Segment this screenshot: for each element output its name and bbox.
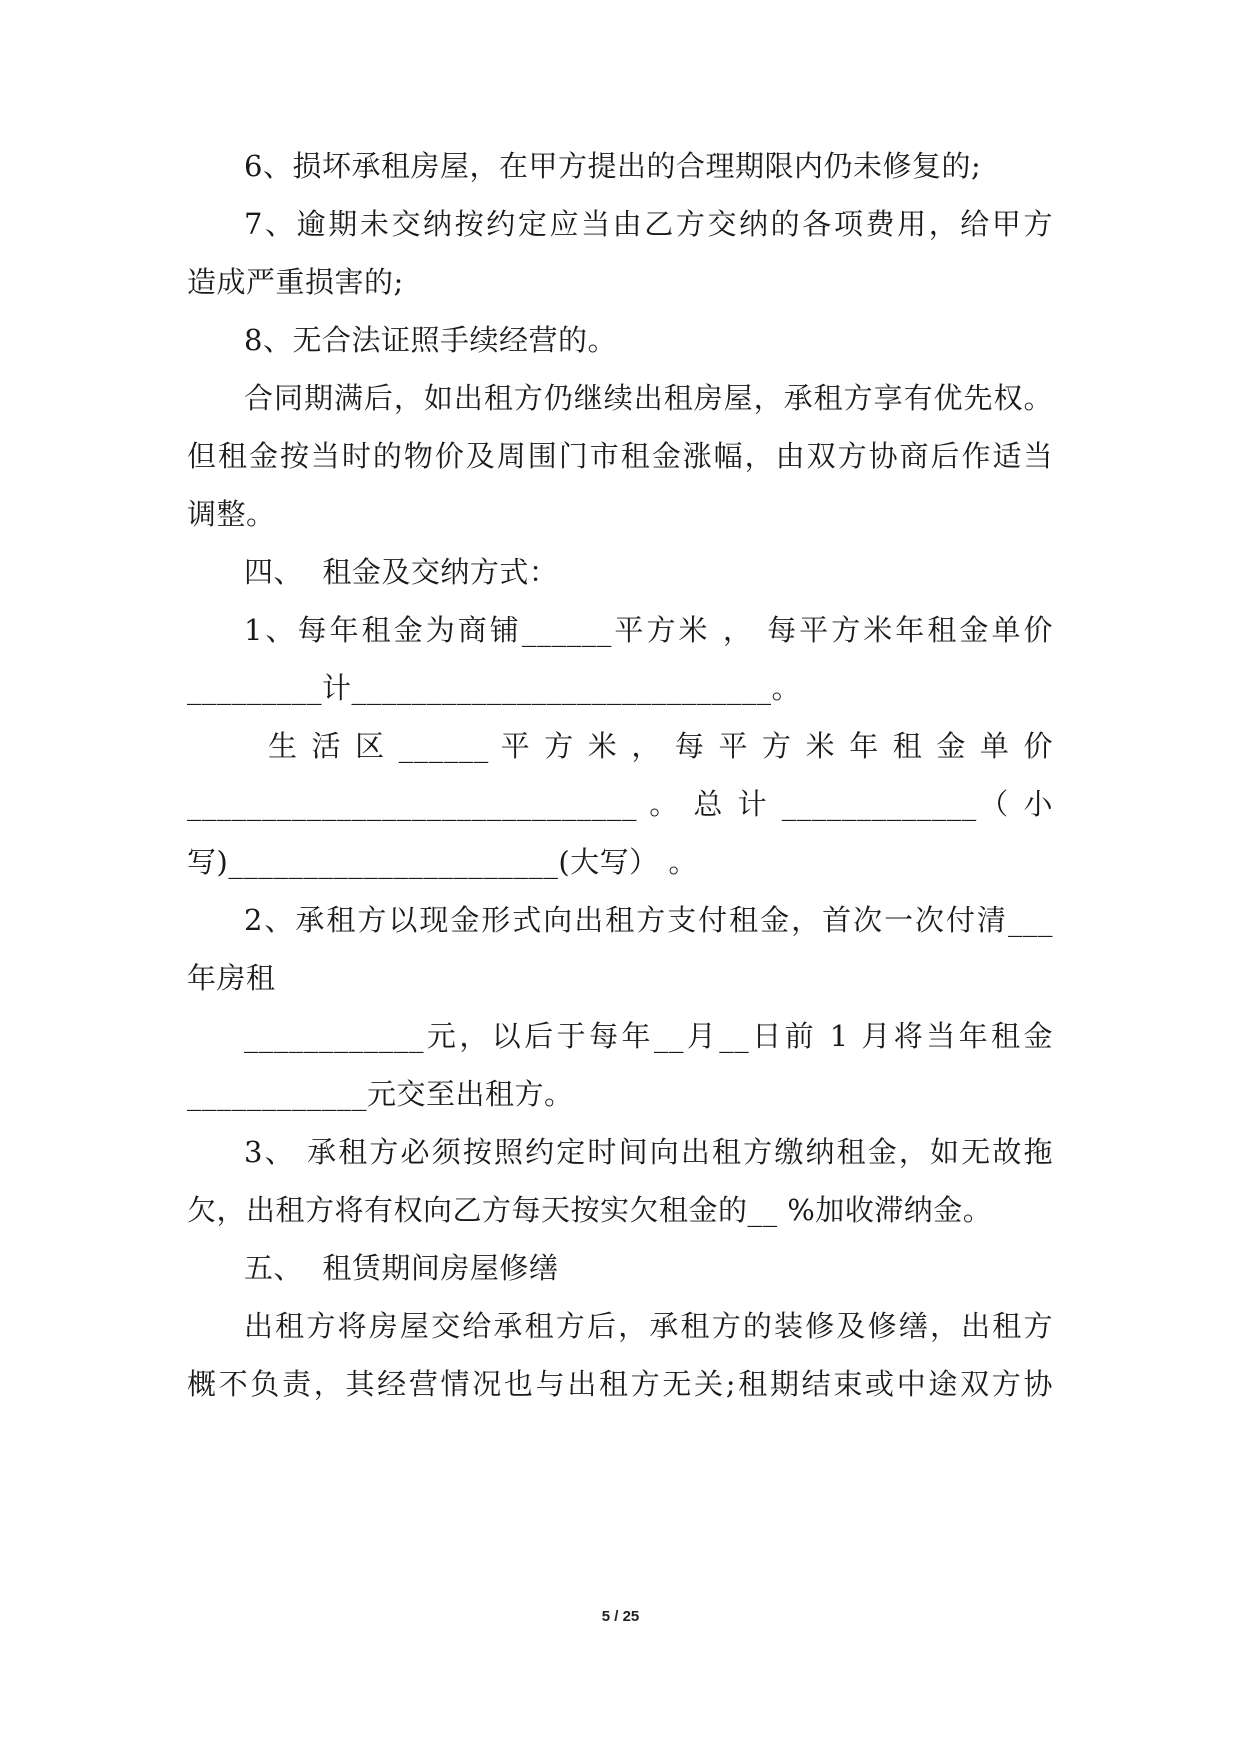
text-line-19: 欠，出租方将有权向乙方每天按实欠租金的__ %加收滞纳金。 [187, 1193, 993, 1227]
text-line-12: ______________________________ 。 总 计 _____________（ 小 [187, 787, 1053, 821]
text-line-3: 造成严重损害的; [187, 265, 404, 299]
text-line-1: 6、损坏承租房屋，在甲方提出的合理期限内仍未修复的; [244, 149, 982, 183]
section-heading-5: 五、 租赁期间房屋修缮 [244, 1251, 559, 1285]
text-line-10: _________计____________________________。 [187, 671, 802, 705]
text-line-15: 年房租 [187, 961, 276, 995]
text-line-9: 1、每年租金为商铺______平方米 ， 每平方米年租金单价 [244, 613, 1053, 647]
text-line-14: 2、承租方以现金形式向出租方支付租金，首次一次付清___ [244, 903, 1053, 937]
page-number: 5 / 25 [601, 1608, 640, 1625]
section-heading-4: 四、 租金及交纳方式： [244, 555, 559, 589]
text-line-22: 概不负责，其经营情况也与出租方无关;租期结束或中途双方协 [187, 1367, 1053, 1401]
text-line-2: 7、逾期未交纳按约定应当由乙方交纳的各项费用，给甲方 [244, 207, 1053, 241]
text-line-21: 出租方将房屋交给承租方后，承租方的装修及修缮，出租方 [244, 1309, 1053, 1343]
text-line-4: 8、无合法证照手续经营的。 [244, 323, 617, 357]
text-line-11: 生 活 区 ______ 平 方 米 ， 每 平 方 米 年 租 金 单 价 [268, 729, 1053, 763]
text-line-5: 合同期满后，如出租方仍继续出租房屋，承租方享有优先权。 [244, 381, 1053, 415]
text-line-6: 但租金按当时的物价及周围门市租金涨幅，由双方协商后作适当 [187, 439, 1053, 473]
text-line-18: 3、 承租方必须按照约定时间向出租方缴纳租金，如无故拖 [244, 1135, 1053, 1169]
text-line-17: ____________元交至出租方。 [187, 1077, 574, 1111]
text-line-13: 写)______________________(大写） 。 [187, 845, 698, 879]
text-line-7: 调整。 [187, 497, 276, 531]
text-line-16: ____________元，以后于每年__月__日前 1 月将当年租金 [244, 1019, 1053, 1053]
